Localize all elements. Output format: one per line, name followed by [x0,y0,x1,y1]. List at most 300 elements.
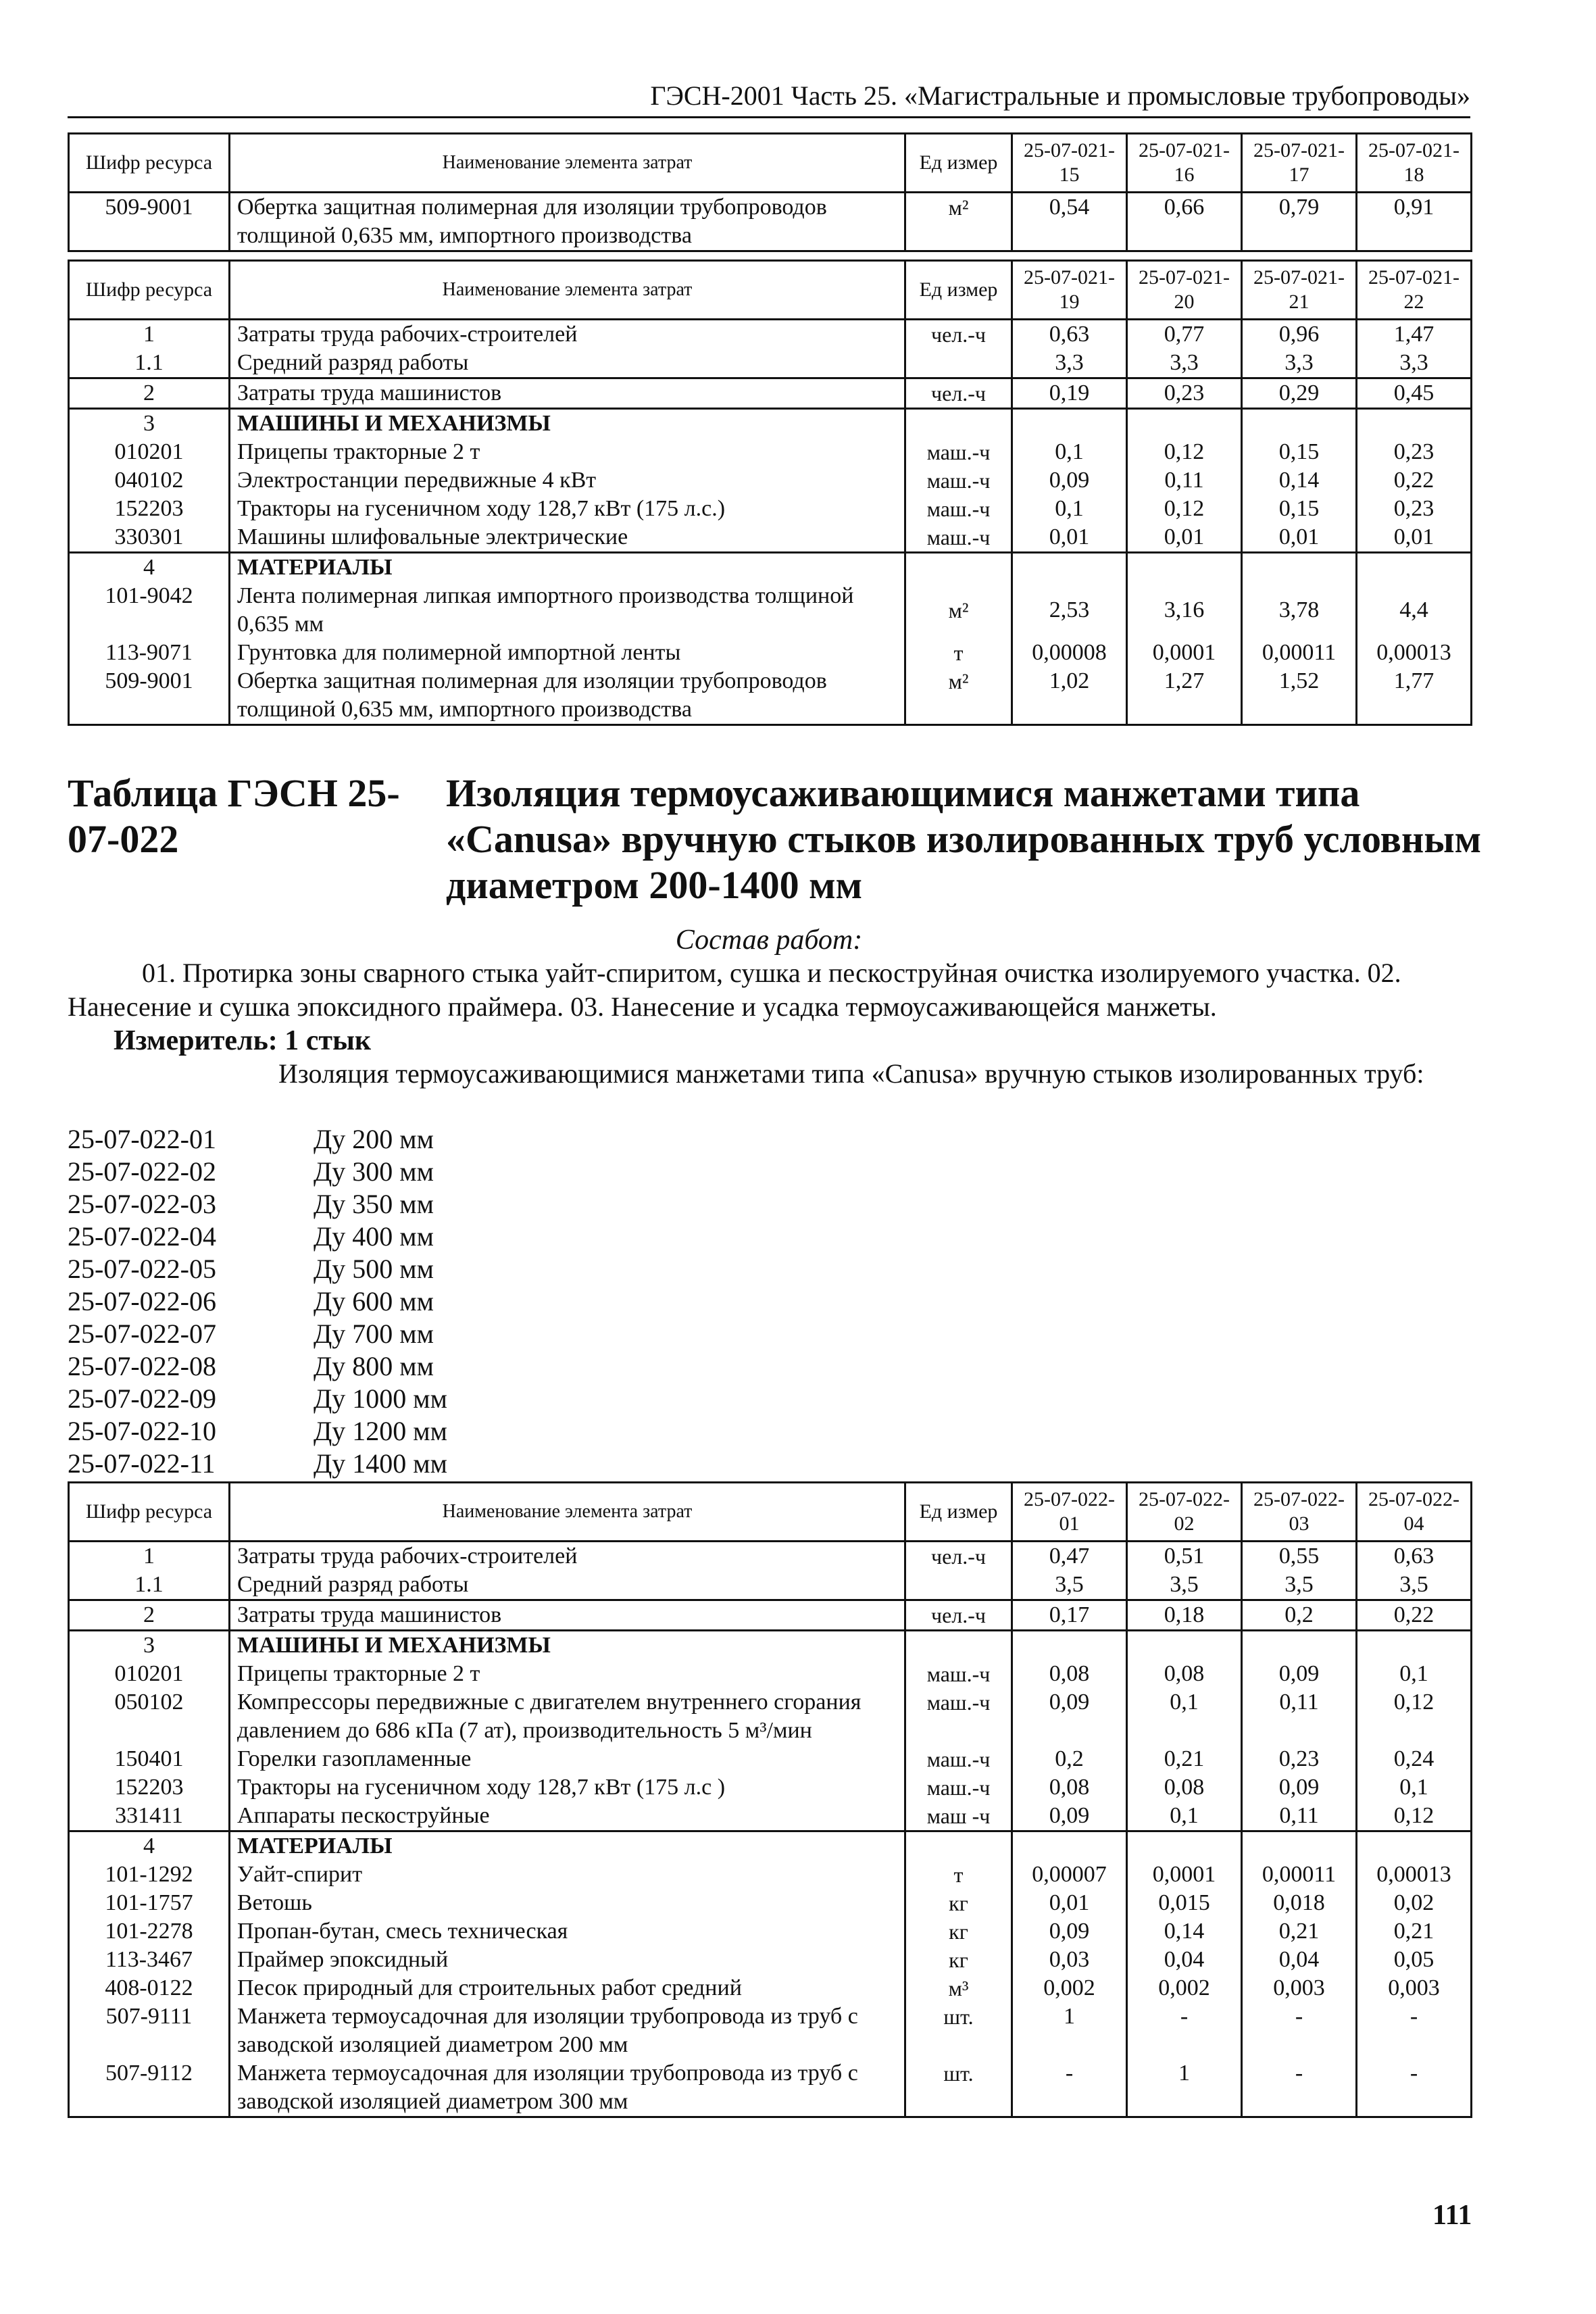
table-row [69,495,1472,523]
resource-code: 150401 [69,1745,230,1773]
resource-code: 330301 [69,523,230,553]
variant-label: Ду 1000 мм [314,1383,447,1414]
resource-name: Песок природный для строительных работ средний [230,1974,905,2002]
table-row [69,1542,1472,1571]
variant-item [68,1350,447,1383]
resource-value: 0,1 [1357,1773,1472,1802]
resource-value: 0,11 [1127,466,1242,495]
resource-value: 0,19 [1012,378,1127,409]
resource-value [1242,553,1357,583]
resource-value [1127,1631,1242,1660]
resource-unit: маш.-ч [905,1688,1012,1745]
resource-table-021-19-22 [68,260,1472,726]
variant-item [68,1156,447,1188]
header-variant: 25-07-021-20 [1127,261,1242,320]
resource-value: 0,24 [1357,1745,1472,1773]
resource-name: Тракторы на гусеничном ходу 128,7 кВт (175 л.с.) [230,495,905,523]
resource-value: 0,09 [1012,466,1127,495]
resource-unit: маш.-ч [905,1745,1012,1773]
resource-value [1127,409,1242,439]
resource-value: 1,52 [1242,667,1357,725]
resource-value: 0,17 [1012,1600,1127,1631]
resource-unit [905,1571,1012,1600]
table-row [69,1773,1472,1802]
resource-name: Праймер эпоксидный [230,1946,905,1974]
resource-code: 509-9001 [69,193,230,251]
resource-value: 0,00008 [1012,639,1127,667]
resource-value [1357,553,1472,583]
resource-value: - [1357,2059,1472,2117]
resource-value: 0,54 [1012,193,1127,251]
resource-value: 0,01 [1012,523,1127,553]
table-row [69,2002,1472,2059]
resource-name: Затраты труда машинистов [230,378,905,409]
table-row [69,409,1472,439]
resource-unit [905,553,1012,583]
resource-value: 0,77 [1127,320,1242,349]
table-row [69,1688,1472,1745]
header-code: Шифр ресурса [69,261,230,320]
resource-unit: маш.-ч [905,466,1012,495]
resource-name: Прицепы тракторные 2 т [230,1660,905,1688]
resource-value: 0,003 [1242,1974,1357,2002]
resource-name: Прицепы тракторные 2 т [230,438,905,466]
resource-name: Электростанции передвижные 4 кВт [230,466,905,495]
variant-label: Ду 200 мм [314,1124,434,1154]
resource-unit [905,409,1012,439]
variant-code: 25-07-022-05 [68,1254,216,1284]
resource-name: Затраты труда рабочих-строителей [230,320,905,349]
table-row [69,193,1472,251]
resource-value: - [1127,2002,1242,2059]
resource-value [1242,409,1357,439]
table-row [69,349,1472,378]
resource-value: - [1242,2059,1357,2117]
resource-value: 0,29 [1242,378,1357,409]
table-title [68,770,1487,907]
resource-value: 0,21 [1242,1917,1357,1946]
resource-value [1357,1631,1472,1660]
header-variant: 25-07-021-15 [1012,134,1127,193]
header-variant: 25-07-021-21 [1242,261,1357,320]
resource-value: 0,05 [1357,1946,1472,1974]
resource-table-022-01-04 [68,1481,1472,2118]
resource-value: 3,5 [1127,1571,1242,1600]
header-unit: Ед измер [905,134,1012,193]
resource-name: Уайт-спирит [230,1861,905,1889]
variant-code: 25-07-022-01 [68,1124,216,1154]
measurement-unit: Измеритель: 1 стык [114,1025,372,1056]
resource-value: 0,01 [1242,523,1357,553]
header-unit: Ед измер [905,1483,1012,1542]
resource-value: 0,1 [1012,438,1127,466]
resource-code: 152203 [69,1773,230,1802]
resource-value: 3,3 [1012,349,1127,378]
resource-name: Грунтовка для полимерной импортной ленты [230,639,905,667]
resource-value: 0,003 [1357,1974,1472,2002]
resource-value: 0,22 [1357,1600,1472,1631]
resource-code: 4 [69,553,230,583]
resource-value [1357,1831,1472,1861]
resource-name: Машины шлифовальные электрические [230,523,905,553]
resource-value: - [1357,2002,1472,2059]
variant-item [68,1188,447,1221]
table-row [69,1889,1472,1917]
table-row [69,1600,1472,1631]
resource-value [1012,553,1127,583]
resource-value: 0,11 [1242,1802,1357,1831]
table-row [69,582,1472,639]
resource-name: Компрессоры передвижные с двигателем внутреннего сгорания давлением до 686 кПа (7 ат), производительность 5 м³/мин [230,1688,905,1745]
resource-value: 3,3 [1357,349,1472,378]
resource-value: 0,09 [1242,1773,1357,1802]
resource-value: 3,5 [1357,1571,1472,1600]
table-row [69,553,1472,583]
header-code: Шифр ресурса [69,134,230,193]
header-name: Наименование элемента затрат [230,134,905,193]
resource-name: Манжета термоусадочная для изоляции трубопровода из труб с заводской изоляцией диаметром 300 мм [230,2059,905,2117]
resource-code: 101-9042 [69,582,230,639]
resource-value: 0,2 [1012,1745,1127,1773]
table-row [69,667,1472,725]
resource-value: 0,2 [1242,1600,1357,1631]
resource-code: 113-9071 [69,639,230,667]
resource-value: 0,002 [1127,1974,1242,2002]
resource-value: 0,002 [1012,1974,1127,2002]
resource-name: Горелки газопламенные [230,1745,905,1773]
variant-item [68,1253,447,1285]
resource-value: 0,51 [1127,1542,1242,1571]
resource-value: 0,09 [1242,1660,1357,1688]
header-code: Шифр ресурса [69,1483,230,1542]
resource-value [1242,1631,1357,1660]
resource-code: 010201 [69,438,230,466]
resource-value: 0,00013 [1357,1861,1472,1889]
variants-intro: Изоляция термоусаживающимися манжетами типа «Canusa» вручную стыков изолированных труб: [278,1058,1424,1089]
resource-name: Средний разряд работы [230,1571,905,1600]
variant-label: Ду 500 мм [314,1254,434,1284]
header-variant: 25-07-022-02 [1127,1483,1242,1542]
table-row [69,523,1472,553]
resource-value: 0,23 [1357,438,1472,466]
header-variant: 25-07-021-19 [1012,261,1127,320]
resource-value [1127,553,1242,583]
variant-list [68,1123,447,1480]
header-name: Наименование элемента затрат [230,261,905,320]
resource-code: 509-9001 [69,667,230,725]
resource-name: Обертка защитная полимерная для изоляции трубопроводов толщиной 0,635 мм, импортного производства [230,667,905,725]
variant-code: 25-07-022-04 [68,1221,216,1252]
resource-unit: чел.-ч [905,1600,1012,1631]
resource-value: 0,96 [1242,320,1357,349]
resource-code: 152203 [69,495,230,523]
resource-value: 0,79 [1242,193,1357,251]
resource-value: 0,0001 [1127,1861,1242,1889]
header-variant: 25-07-021-16 [1127,134,1242,193]
resource-value: 0,01 [1127,523,1242,553]
resource-value: 0,09 [1012,1688,1127,1745]
resource-code: 2 [69,378,230,409]
variant-item [68,1285,447,1318]
table-header-row [69,134,1472,193]
resource-code: 3 [69,1631,230,1660]
resource-value: 0,14 [1242,466,1357,495]
table-row [69,1631,1472,1660]
resource-unit: чел.-ч [905,320,1012,349]
table-row [69,2059,1472,2117]
resource-value: 0,23 [1127,378,1242,409]
resource-unit: чел.-ч [905,1542,1012,1571]
resource-code: 408-0122 [69,1974,230,2002]
resource-value: 3,3 [1127,349,1242,378]
resource-code: 1.1 [69,349,230,378]
resource-value: 0,00011 [1242,1861,1357,1889]
resource-value: 0,015 [1127,1889,1242,1917]
resource-code: 101-1757 [69,1889,230,1917]
resource-value: 0,08 [1127,1660,1242,1688]
resource-name: Тракторы на гусеничном ходу 128,7 кВт (175 л.с ) [230,1773,905,1802]
variant-code: 25-07-022-06 [68,1286,216,1316]
resource-code: 113-3467 [69,1946,230,1974]
resource-value: 0,21 [1357,1917,1472,1946]
resource-code: 3 [69,409,230,439]
resource-unit: м² [905,582,1012,639]
resource-value: 1 [1012,2002,1127,2059]
resource-unit [905,1631,1012,1660]
table-row [69,1802,1472,1831]
resource-unit [905,1831,1012,1861]
resource-name: Средний разряд работы [230,349,905,378]
resource-code: 040102 [69,466,230,495]
variant-label: Ду 800 мм [314,1351,434,1381]
resource-value: 0,08 [1012,1660,1127,1688]
resource-value: 1,47 [1357,320,1472,349]
resource-value: 0,63 [1357,1542,1472,1571]
resource-unit: маш.-ч [905,495,1012,523]
resource-code: 331411 [69,1802,230,1831]
header-variant: 25-07-022-04 [1357,1483,1472,1542]
resource-table-021-15-18 [68,132,1472,252]
resource-value: 3,5 [1242,1571,1357,1600]
resource-value [1012,1631,1127,1660]
resource-value: 0,00007 [1012,1861,1127,1889]
variant-item [68,1221,447,1253]
resource-unit: маш.-ч [905,438,1012,466]
work-composition-heading: Состав работ: [675,925,863,956]
header-variant: 25-07-021-18 [1357,134,1472,193]
work-composition-text: 01. Протирка зоны сварного стыка уайт-спиритом, сушка и пескоструйная очистка изолируемого участка. 02. Нанесение и сушка эпоксидного праймера. 03. Нанесение и усадка термоусаживающейся манжеты. [68,958,1401,1022]
resource-code: 1.1 [69,1571,230,1600]
resource-value: 0,08 [1127,1773,1242,1802]
resource-name: Ветошь [230,1889,905,1917]
table-row [69,320,1472,349]
resource-code: 507-9111 [69,2002,230,2059]
resource-unit: маш.-ч [905,523,1012,553]
table-row [69,1946,1472,1974]
table-row [69,1571,1472,1600]
table-header-row [69,1483,1472,1542]
resource-name: Лента полимерная липкая импортного производства толщиной 0,635 мм [230,582,905,639]
resource-value: - [1012,2059,1127,2117]
variant-code: 25-07-022-11 [68,1448,216,1479]
resource-value: 0,47 [1012,1542,1127,1571]
resource-value: 0,1 [1127,1688,1242,1745]
variant-code: 25-07-022-09 [68,1383,216,1414]
resource-value: 0,12 [1127,495,1242,523]
resource-value [1242,1831,1357,1861]
variant-label: Ду 1400 мм [314,1448,447,1479]
resource-value [1012,1831,1127,1861]
resource-value: 0,12 [1357,1688,1472,1745]
resource-value: 3,78 [1242,582,1357,639]
resource-value: 0,14 [1127,1917,1242,1946]
resource-name: МАШИНЫ И МЕХАНИЗМЫ [230,1631,905,1660]
resource-unit [905,349,1012,378]
table-row [69,438,1472,466]
resource-value [1357,409,1472,439]
resource-code: 101-2278 [69,1917,230,1946]
resource-value: 0,1 [1012,495,1127,523]
resource-value: 0,15 [1242,438,1357,466]
resource-unit: т [905,639,1012,667]
resource-value: 3,16 [1127,582,1242,639]
resource-unit: маш -ч [905,1802,1012,1831]
table-row [69,378,1472,409]
resource-value: 3,5 [1012,1571,1127,1600]
resource-name: Обертка защитная полимерная для изоляции трубопроводов толщиной 0,635 мм, импортного производства [230,193,905,251]
resource-value: 3,3 [1242,349,1357,378]
table-row [69,1974,1472,2002]
resource-value [1012,409,1127,439]
resource-value: 0,03 [1012,1946,1127,1974]
resource-name: МАТЕРИАЛЫ [230,553,905,583]
resource-code: 010201 [69,1660,230,1688]
resource-name: МАТЕРИАЛЫ [230,1831,905,1861]
variant-code: 25-07-022-10 [68,1416,216,1446]
variant-code: 25-07-022-08 [68,1351,216,1381]
resource-unit: маш.-ч [905,1660,1012,1688]
resource-value: 0,55 [1242,1542,1357,1571]
resource-unit: шт. [905,2002,1012,2059]
resource-value: 0,02 [1357,1889,1472,1917]
resource-value: 0,66 [1127,193,1242,251]
variant-item [68,1448,447,1480]
resource-name: Пропан-бутан, смесь техническая [230,1917,905,1946]
resource-name: Затраты труда рабочих-строителей [230,1542,905,1571]
resource-code: 101-1292 [69,1861,230,1889]
resource-value: 0,09 [1012,1917,1127,1946]
variant-label: Ду 400 мм [314,1221,434,1252]
variant-item [68,1318,447,1350]
resource-value: 0,00011 [1242,639,1357,667]
table-title-text: Изоляция термоусаживающимися манжетами типа «Canusa» вручную стыков изолированных труб условным диаметром 200-1400 мм [446,771,1482,907]
variant-item [68,1383,447,1415]
resource-value: 0,23 [1242,1745,1357,1773]
resource-value: 0,45 [1357,378,1472,409]
resource-value: 0,1 [1127,1802,1242,1831]
resource-value: 1,02 [1012,667,1127,725]
variant-label: Ду 700 мм [314,1319,434,1349]
resource-value: 0,11 [1242,1688,1357,1745]
page-number: 111 [1432,2200,1472,2231]
resource-code: 4 [69,1831,230,1861]
header-unit: Ед измер [905,261,1012,320]
resource-value: 0,21 [1127,1745,1242,1773]
resource-name: Затраты труда машинистов [230,1600,905,1631]
resource-code: 2 [69,1600,230,1631]
resource-value: 0,22 [1357,466,1472,495]
resource-value: 0,01 [1012,1889,1127,1917]
table-header-row [69,261,1472,320]
variant-code: 25-07-022-03 [68,1189,216,1219]
resource-value: 0,18 [1127,1600,1242,1631]
table-row [69,1660,1472,1688]
resource-value: 2,53 [1012,582,1127,639]
resource-unit: кг [905,1889,1012,1917]
resource-value: 4,4 [1357,582,1472,639]
resource-value: 0,04 [1127,1946,1242,1974]
variant-label: Ду 350 мм [314,1189,434,1219]
resource-value: 0,09 [1012,1802,1127,1831]
resource-unit: шт. [905,2059,1012,2117]
resource-value: 0,12 [1357,1802,1472,1831]
resource-value: 0,01 [1357,523,1472,553]
resource-code: 050102 [69,1688,230,1745]
header-variant: 25-07-022-01 [1012,1483,1127,1542]
page-header: ГЭСН-2001 Часть 25. «Магистральные и промысловые трубопроводы» [68,80,1470,118]
variant-item [68,1123,447,1156]
header-name: Наименование элемента затрат [230,1483,905,1542]
resource-value: 0,08 [1012,1773,1127,1802]
resource-unit: кг [905,1946,1012,1974]
resource-code: 1 [69,320,230,349]
table-row [69,466,1472,495]
resource-value: - [1242,2002,1357,2059]
resource-value: 0,1 [1357,1660,1472,1688]
resource-name: Аппараты пескоструйные [230,1802,905,1831]
resource-value: 0,0001 [1127,639,1242,667]
variant-item [68,1415,447,1448]
table-row [69,1917,1472,1946]
resource-value: 0,018 [1242,1889,1357,1917]
resource-value: 0,15 [1242,495,1357,523]
resource-value: 1,27 [1127,667,1242,725]
table-row [69,1745,1472,1773]
resource-name: МАШИНЫ И МЕХАНИЗМЫ [230,409,905,439]
resource-value: 0,12 [1127,438,1242,466]
resource-code: 1 [69,1542,230,1571]
resource-code: 507-9112 [69,2059,230,2117]
resource-value: 0,23 [1357,495,1472,523]
table-row [69,1861,1472,1889]
variant-code: 25-07-022-02 [68,1156,216,1187]
table-row [69,639,1472,667]
resource-value: 0,00013 [1357,639,1472,667]
resource-value: 1 [1127,2059,1242,2117]
header-variant: 25-07-021-17 [1242,134,1357,193]
variant-label: Ду 600 мм [314,1286,434,1316]
table-row [69,1831,1472,1861]
resource-unit: м² [905,667,1012,725]
variant-label: Ду 300 мм [314,1156,434,1187]
variant-code: 25-07-022-07 [68,1319,216,1349]
resource-unit: чел.-ч [905,378,1012,409]
resource-value: 0,91 [1357,193,1472,251]
table-title-number: Таблица ГЭСН 25-07-022 [68,771,400,861]
resource-unit: т [905,1861,1012,1889]
variant-label: Ду 1200 мм [314,1416,447,1446]
resource-value: 0,63 [1012,320,1127,349]
